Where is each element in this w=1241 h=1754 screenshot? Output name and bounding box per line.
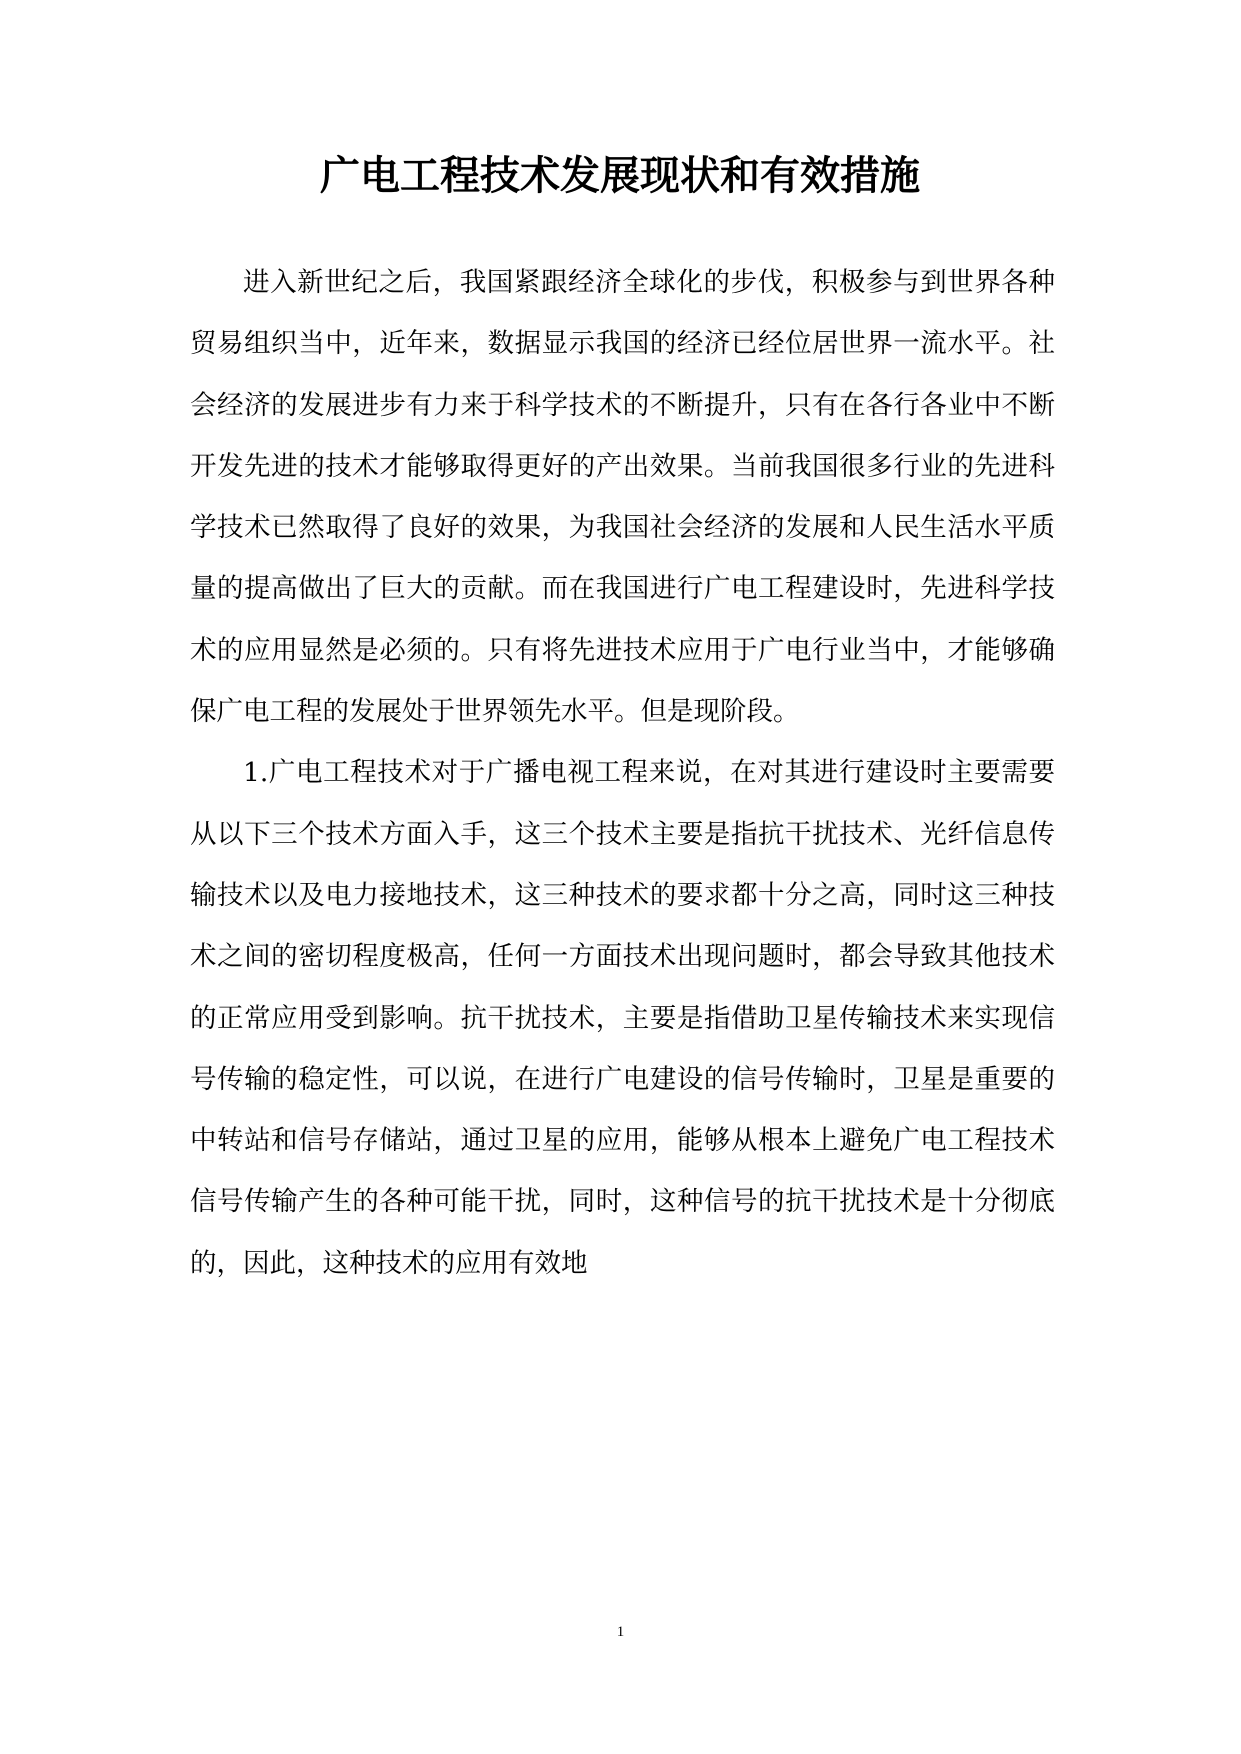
paragraph-section-1: 1.广电工程技术对于广播电视工程来说，在对其进行建设时主要需要从以下三个技术方面入手，这三个技术主要是指抗干扰技术、光纤信息传输技术以及电力接地技术，这三种技术的要求都十分之高，同时这三种技术之间的密切程度极高，任何一方面技术出现问题时，都会导致其他技术的正常应用受到影响。抗干扰技术，主要是指借助卫星传输技术来实现信号传输的稳定性，可以说，在进行广电建设的信号传输时，卫星是重要的中转站和信号存储站，通过卫星的应用，能够从根本上避免广电工程技术信号传输产生的各种可能干扰，同时，这种信号的抗干扰技术是十分彻底的，因此，这种技术的应用有效地 <box>190 757 1055 1279</box>
document-body <box>190 252 1055 1294</box>
page-number: 1 <box>616 1624 625 1640</box>
paragraph-intro: 进入新世纪之后，我国紧跟经济全球化的步伐，积极参与到世界各种贸易组织当中，近年来，数据显示我国的经济已经位居世界一流水平。社会经济的发展进步有力来于科学技术的不断提升，只有在各行各业中不断开发先进的技术才能够取得更好的产出效果。当前我国很多行业的先进科学技术已然取得了良好的效果，为我国社会经济的发展和人民生活水平质量的提高做出了巨大的贡献。而在我国进行广电工程建设时，先进科学技术的应用显然是必须的。只有将先进技术应用于广电行业当中，才能够确保广电工程的发展处于世界领先水平。但是现阶段。 <box>190 267 1055 728</box>
document-title: 广电工程技术发展现状和有效措施 <box>320 153 920 199</box>
